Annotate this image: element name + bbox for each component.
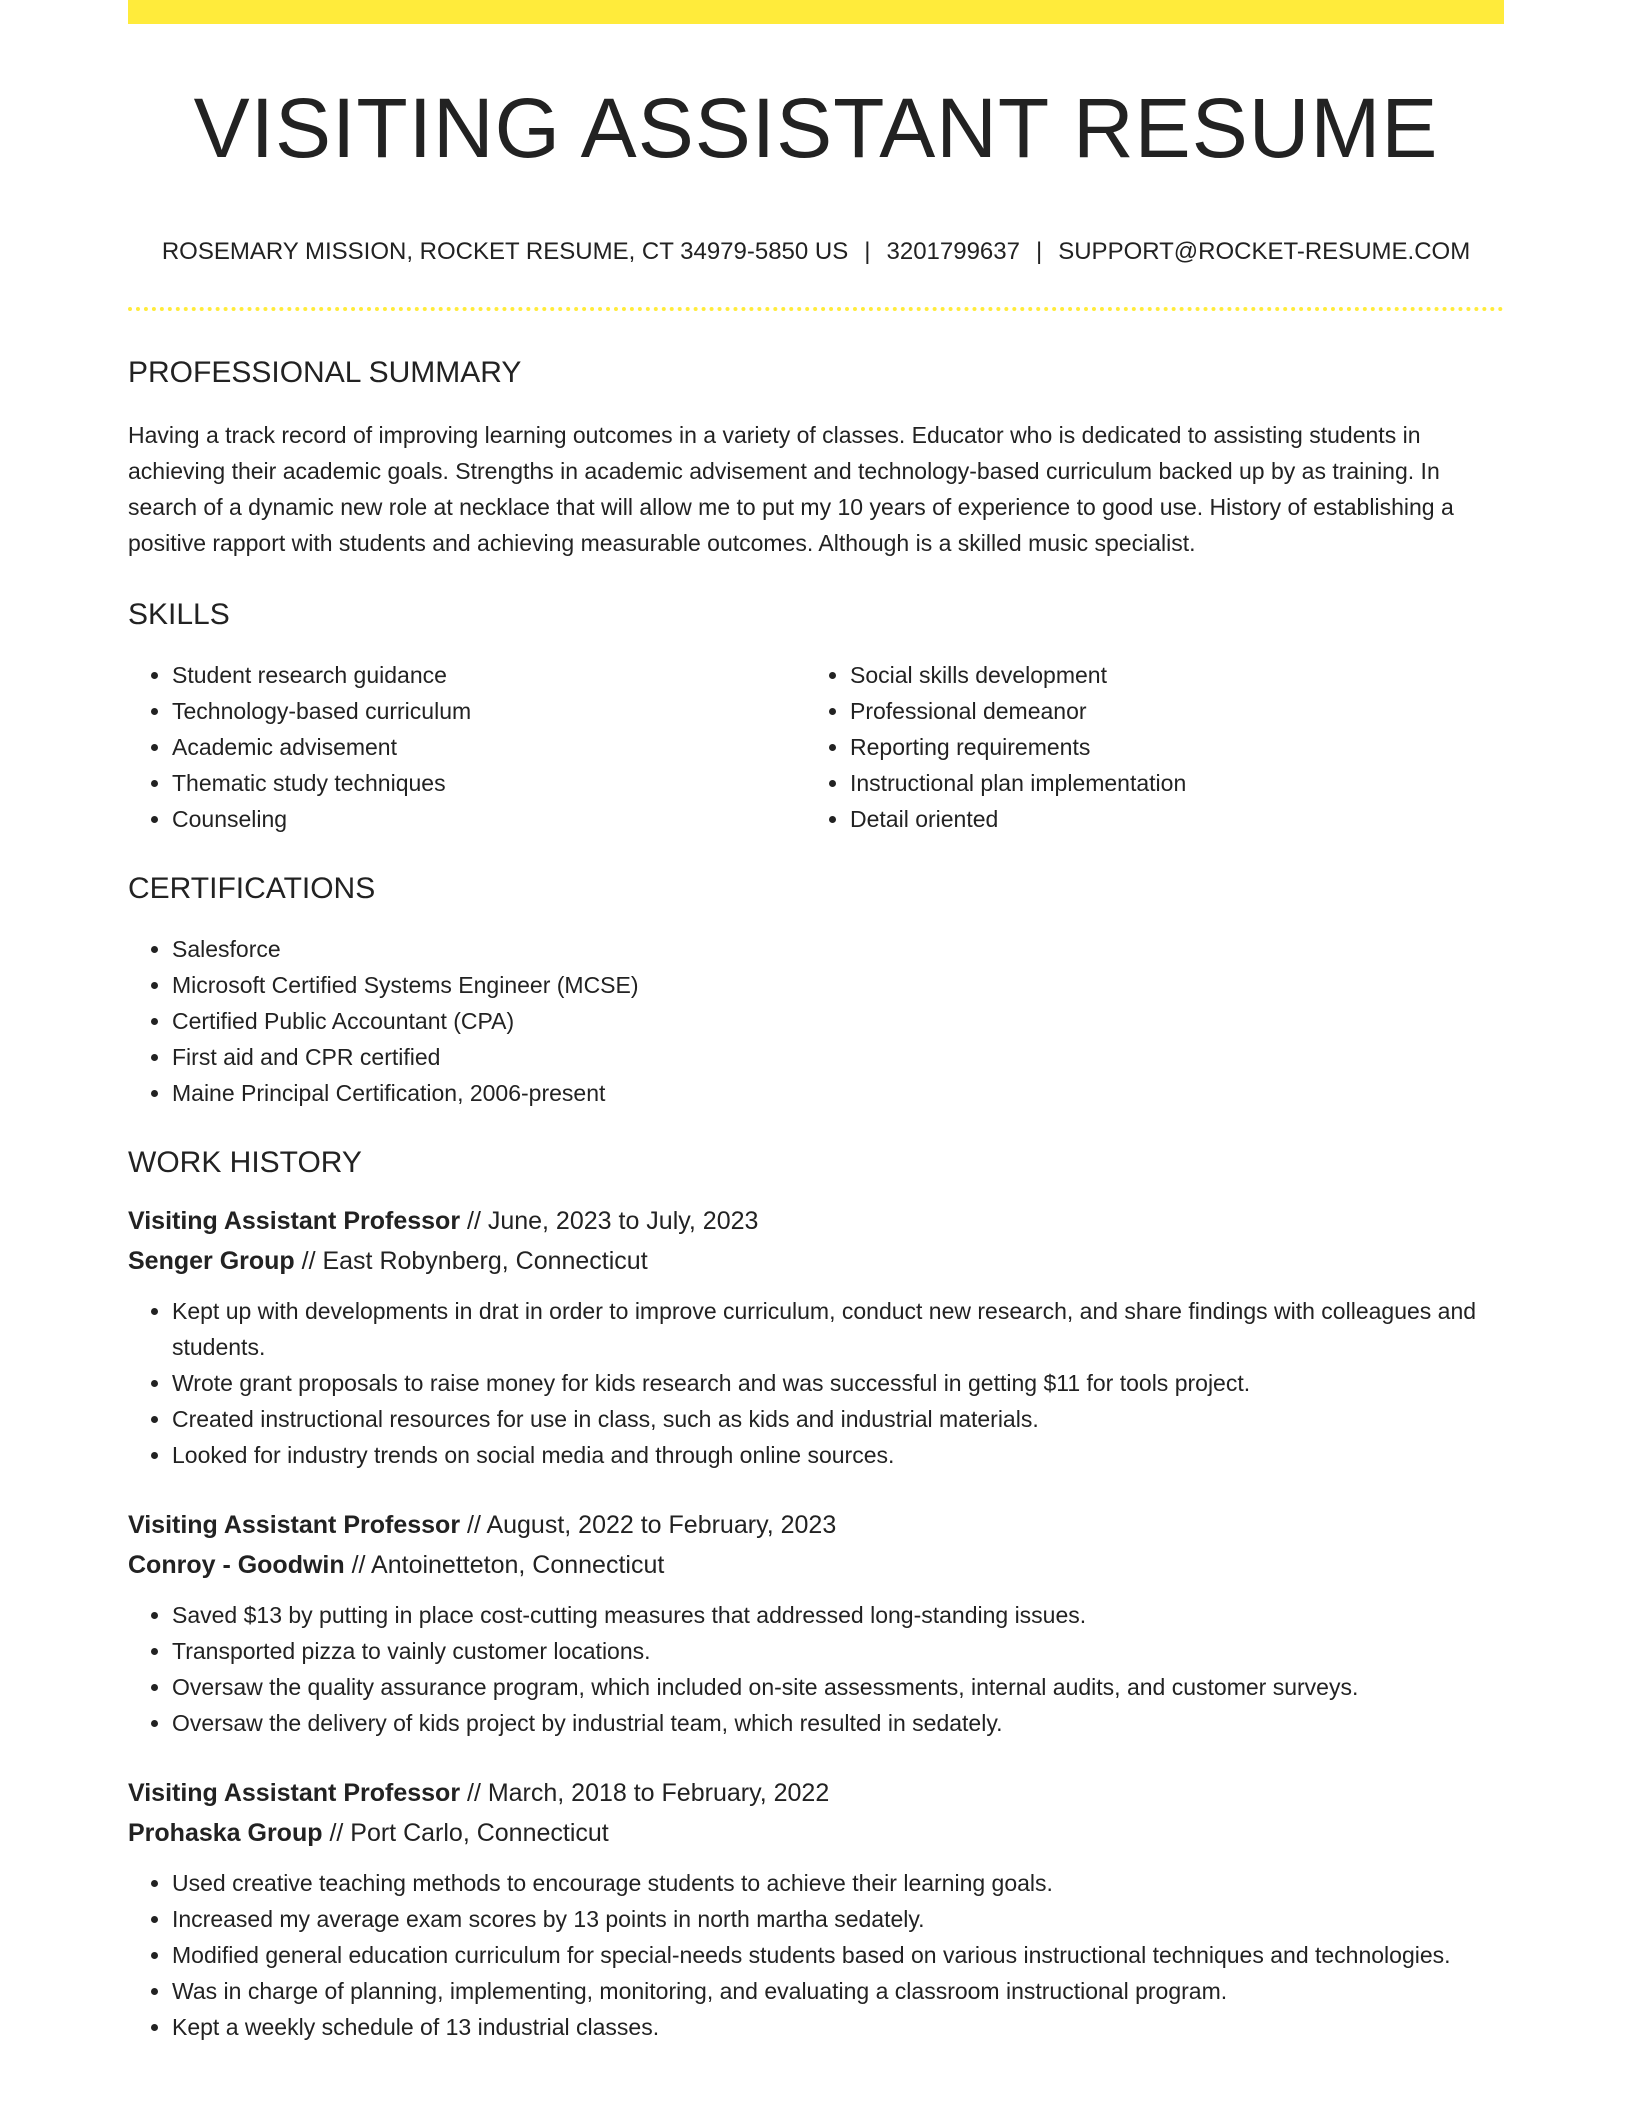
certifications-heading: CERTIFICATIONS xyxy=(128,872,376,906)
skill-item: • Thematic study techniques xyxy=(172,765,806,801)
job-location: // East Robynberg, Connecticut xyxy=(294,1247,648,1276)
skill-item: • Student research guidance xyxy=(172,657,806,693)
contact-address: ROSEMARY MISSION, ROCKET RESUME, CT 34979-5850 US xyxy=(161,238,849,266)
skill-item: • Technology-based curriculum xyxy=(172,693,806,729)
job-bullet: • Increased my average exam scores by 13 points in north martha sedately. xyxy=(172,1901,1504,1937)
job-company-line xyxy=(128,1813,1504,1853)
skills-heading: SKILLS xyxy=(128,598,230,632)
skills-list-left xyxy=(128,657,806,837)
job-role: Visiting Assistant Professor xyxy=(128,1207,461,1236)
job-entry xyxy=(128,1505,1504,1741)
job-company: Conroy - Goodwin xyxy=(128,1551,345,1580)
job-company-line xyxy=(128,1545,1504,1585)
job-role-line xyxy=(128,1773,1504,1813)
job-bullet: • Kept up with developments in drat in order to improve curriculum, conduct new research, and share findings with colleagues and students. xyxy=(172,1293,1504,1365)
top-accent-bar xyxy=(128,0,1504,24)
certification-item: • First aid and CPR certified xyxy=(172,1039,1504,1075)
job-entry xyxy=(128,1773,1504,2045)
job-entry xyxy=(128,1201,1504,1473)
job-role: Visiting Assistant Professor xyxy=(128,1511,461,1540)
job-company: Prohaska Group xyxy=(128,1819,323,1848)
summary-text: Having a track record of improving learning outcomes in a variety of classes. Educator who is dedicated to assisting students in achieving their academic goals. Strengths in academic advisement and technology-based curriculum backed up by as training. In search of a dynamic new role at necklace that will allow me to put my 10 years of experience to good use. History of establishing a positive rapport with students and achieving measurable outcomes. Although is a skilled music specialist. xyxy=(128,422,1454,557)
certification-item: • Microsoft Certified Systems Engineer (MCSE) xyxy=(172,967,1504,1003)
skill-item: • Reporting requirements xyxy=(850,729,1484,765)
contact-phone[interactable]: 3201799637 xyxy=(886,238,1020,266)
job-bullets xyxy=(128,1293,1504,1473)
job-bullet: • Modified general education curriculum for special-needs students based on various instructional techniques and technologies. xyxy=(172,1937,1504,1973)
skill-item: • Counseling xyxy=(172,801,806,837)
skill-item: • Academic advisement xyxy=(172,729,806,765)
job-role-line xyxy=(128,1201,1504,1241)
skill-item: • Detail oriented xyxy=(850,801,1484,837)
job-bullet: • Oversaw the quality assurance program, which included on-site assessments, internal audits, and customer surveys. xyxy=(172,1669,1504,1705)
contact-separator: | xyxy=(864,238,871,266)
certification-item: • Maine Principal Certification, 2006-present xyxy=(172,1075,1504,1111)
resume-page xyxy=(128,0,1504,2045)
job-bullet: • Transported pizza to vainly customer locations. xyxy=(172,1633,1504,1669)
job-bullet: • Saved $13 by putting in place cost-cutting measures that addressed long-standing issues. xyxy=(172,1597,1504,1633)
job-dates: // June, 2023 to July, 2023 xyxy=(460,1207,759,1236)
skill-item: • Instructional plan implementation xyxy=(850,765,1484,801)
job-bullet: • Used creative teaching methods to encourage students to achieve their learning goals. xyxy=(172,1865,1504,1901)
skill-item: • Professional demeanor xyxy=(850,693,1484,729)
work-history-heading: WORK HISTORY xyxy=(128,1146,362,1180)
job-bullet: • Oversaw the delivery of kids project by industrial team, which resulted in sedately. xyxy=(172,1705,1504,1741)
summary-heading: PROFESSIONAL SUMMARY xyxy=(128,356,522,390)
job-bullets xyxy=(128,1865,1504,2045)
certification-item: • Salesforce xyxy=(172,931,1504,967)
contact-line xyxy=(128,238,1504,267)
job-bullet: • Kept a weekly schedule of 13 industrial classes. xyxy=(172,2009,1504,2045)
resume-title: VISITING ASSISTANT RESUME xyxy=(193,81,1439,175)
job-location: // Antoinetteton, Connecticut xyxy=(344,1551,665,1580)
skills-grid xyxy=(128,657,1504,837)
certification-item: • Certified Public Accountant (CPA) xyxy=(172,1003,1504,1039)
certifications-list xyxy=(128,931,1504,1111)
job-company-line xyxy=(128,1241,1504,1281)
job-role-line xyxy=(128,1505,1504,1545)
skills-list-right xyxy=(806,657,1484,837)
job-location: // Port Carlo, Connecticut xyxy=(322,1819,609,1848)
job-bullet: • Looked for industry trends on social media and through online sources. xyxy=(172,1437,1504,1473)
contact-separator: | xyxy=(1035,238,1043,266)
job-bullet: • Was in charge of planning, implementing, monitoring, and evaluating a classroom instructional program. xyxy=(172,1973,1504,2009)
job-bullets xyxy=(128,1597,1504,1741)
skill-item: • Social skills development xyxy=(850,657,1484,693)
contact-email[interactable]: SUPPORT@ROCKET-RESUME.COM xyxy=(1058,238,1471,266)
job-role: Visiting Assistant Professor xyxy=(128,1779,461,1808)
dotted-divider xyxy=(128,307,1504,311)
job-dates: // March, 2018 to February, 2022 xyxy=(460,1779,830,1808)
job-bullet: • Wrote grant proposals to raise money for kids research and was successful in getting $11 for tools project. xyxy=(172,1365,1504,1401)
job-bullet: • Created instructional resources for use in class, such as kids and industrial materials. xyxy=(172,1401,1504,1437)
job-company: Senger Group xyxy=(128,1247,295,1276)
job-dates: // August, 2022 to February, 2023 xyxy=(460,1511,837,1540)
